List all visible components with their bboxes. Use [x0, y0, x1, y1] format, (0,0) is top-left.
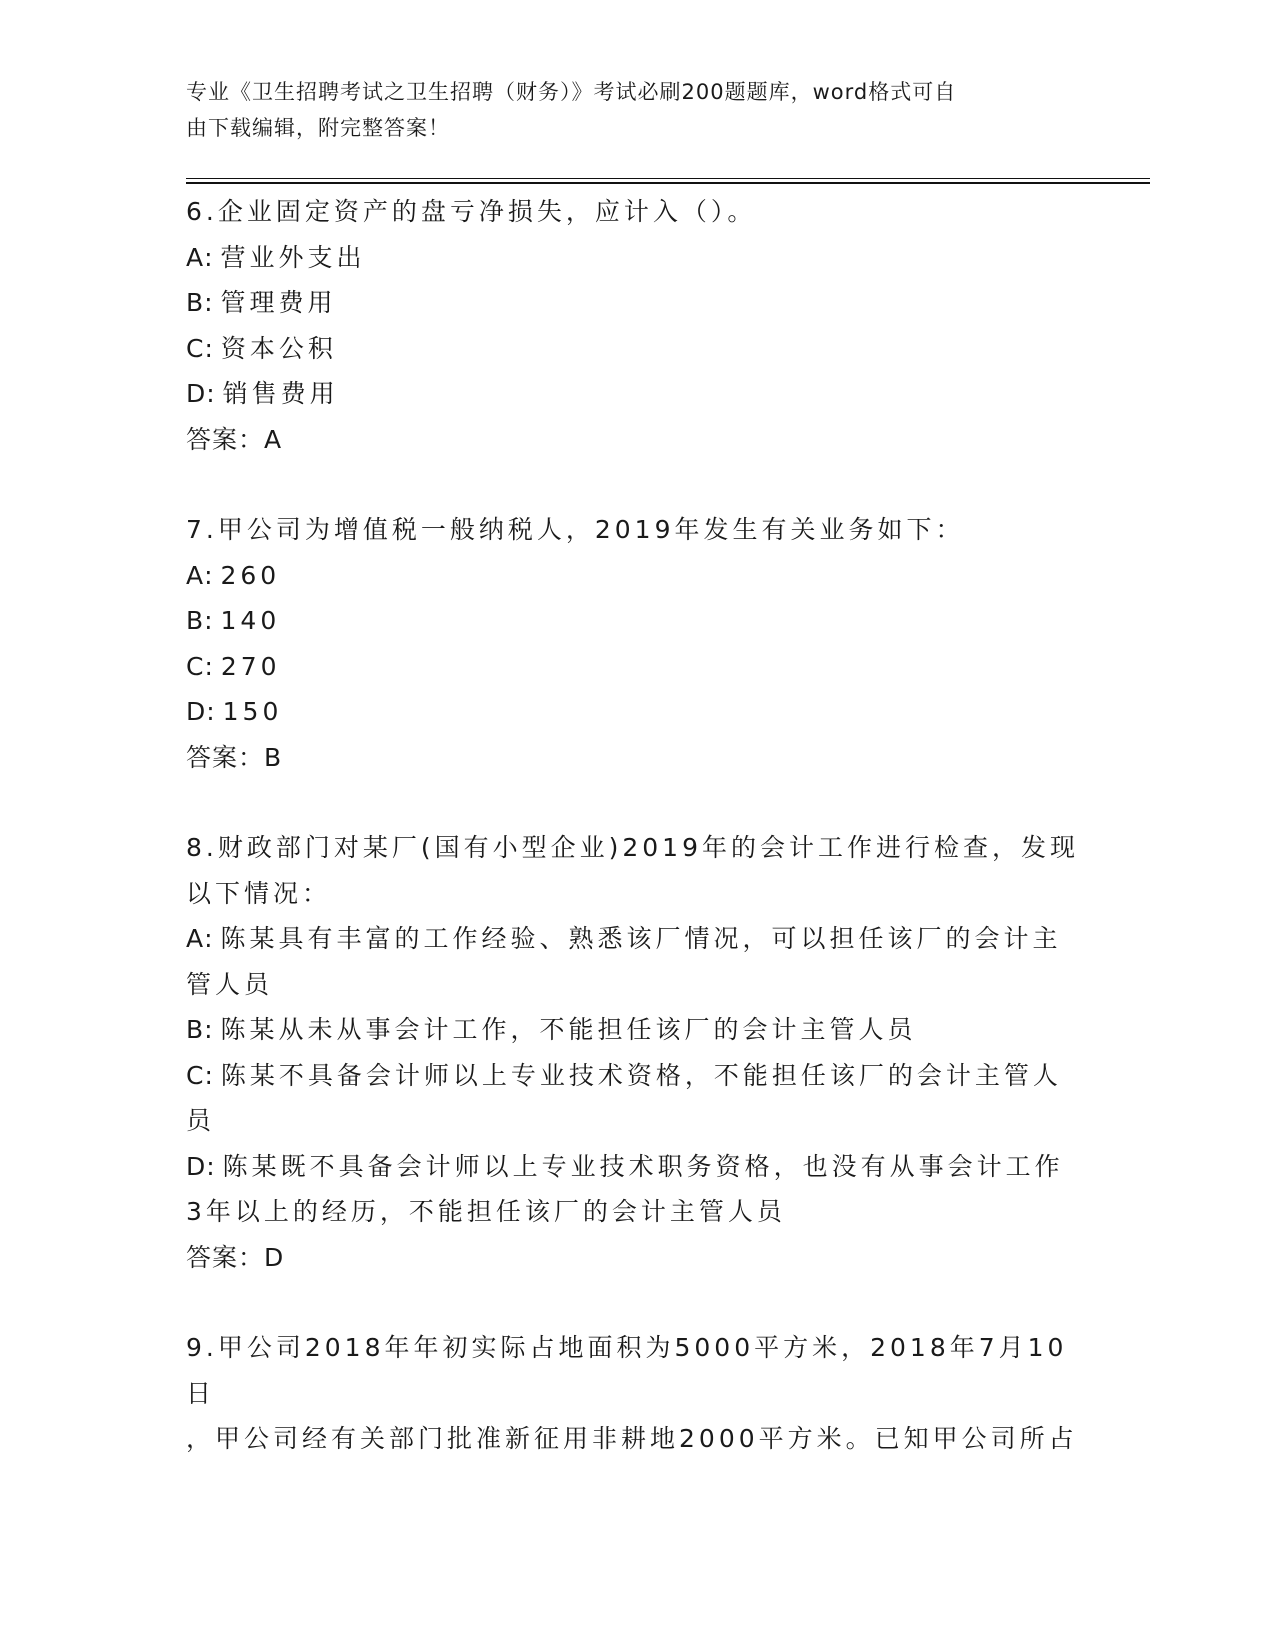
header-line-2: 由下载编辑，附完整答案！: [186, 116, 450, 140]
option-c: C: 陈某不具备会计师以上专业技术资格，不能担任该厂的会计主管人 员: [186, 1060, 1062, 1135]
header-divider-thin: [186, 178, 1150, 179]
option-d: D: 陈某既不具备会计师以上专业技术职务资格，也没有从事会计工作 3年以上的经历，不能担任该厂的会计主管人员: [186, 1151, 1064, 1226]
question-title: 6.企业固定资产的盘亏净损失，应计入（）。: [186, 197, 757, 226]
header-divider-thick: [186, 182, 1150, 184]
question-list: [186, 189, 1086, 1462]
option-c: C: 资本公积: [186, 333, 337, 363]
option-b: B: 管理费用: [186, 288, 337, 317]
question-9: [186, 1325, 1086, 1462]
option-a: A: 陈某具有丰富的工作经验、熟悉该厂情况，可以担任该厂的会计主 管人员: [186, 924, 1062, 999]
option-a: A: 260: [186, 560, 281, 590]
question-8: [186, 825, 1086, 1280]
answer: 答案：D: [186, 1242, 285, 1272]
question-6: [186, 189, 1086, 462]
question-7: [186, 507, 1086, 780]
answer: 答案：A: [186, 424, 283, 454]
option-c: C: 270: [186, 651, 281, 681]
answer: 答案：B: [186, 742, 283, 772]
document-header: [186, 74, 1066, 146]
question-title: 9.甲公司2018年年初实际占地面积为5000平方米，2018年7月10日 ，甲公司经有关部门批准新征用非耕地2000平方米。已知甲公司所占: [186, 1333, 1078, 1453]
option-d: D: 150: [186, 697, 283, 726]
option-d: D: 销售费用: [186, 379, 339, 408]
header-line-1: 专业《卫生招聘考试之卫生招聘（财务）》考试必刷200题题库，word格式可自: [186, 80, 957, 104]
option-b: B: 140: [186, 606, 281, 635]
question-title: 7.甲公司为增值税一般纳税人，2019年发生有关业务如下：: [186, 515, 965, 544]
question-title: 8.财政部门对某厂(国有小型企业)2019年的会计工作进行检查，发现 以下情况：: [186, 833, 1079, 908]
option-a: A: 营业外支出: [186, 242, 366, 272]
option-b: B: 陈某从未从事会计工作，不能担任该厂的会计主管人员: [186, 1015, 917, 1044]
